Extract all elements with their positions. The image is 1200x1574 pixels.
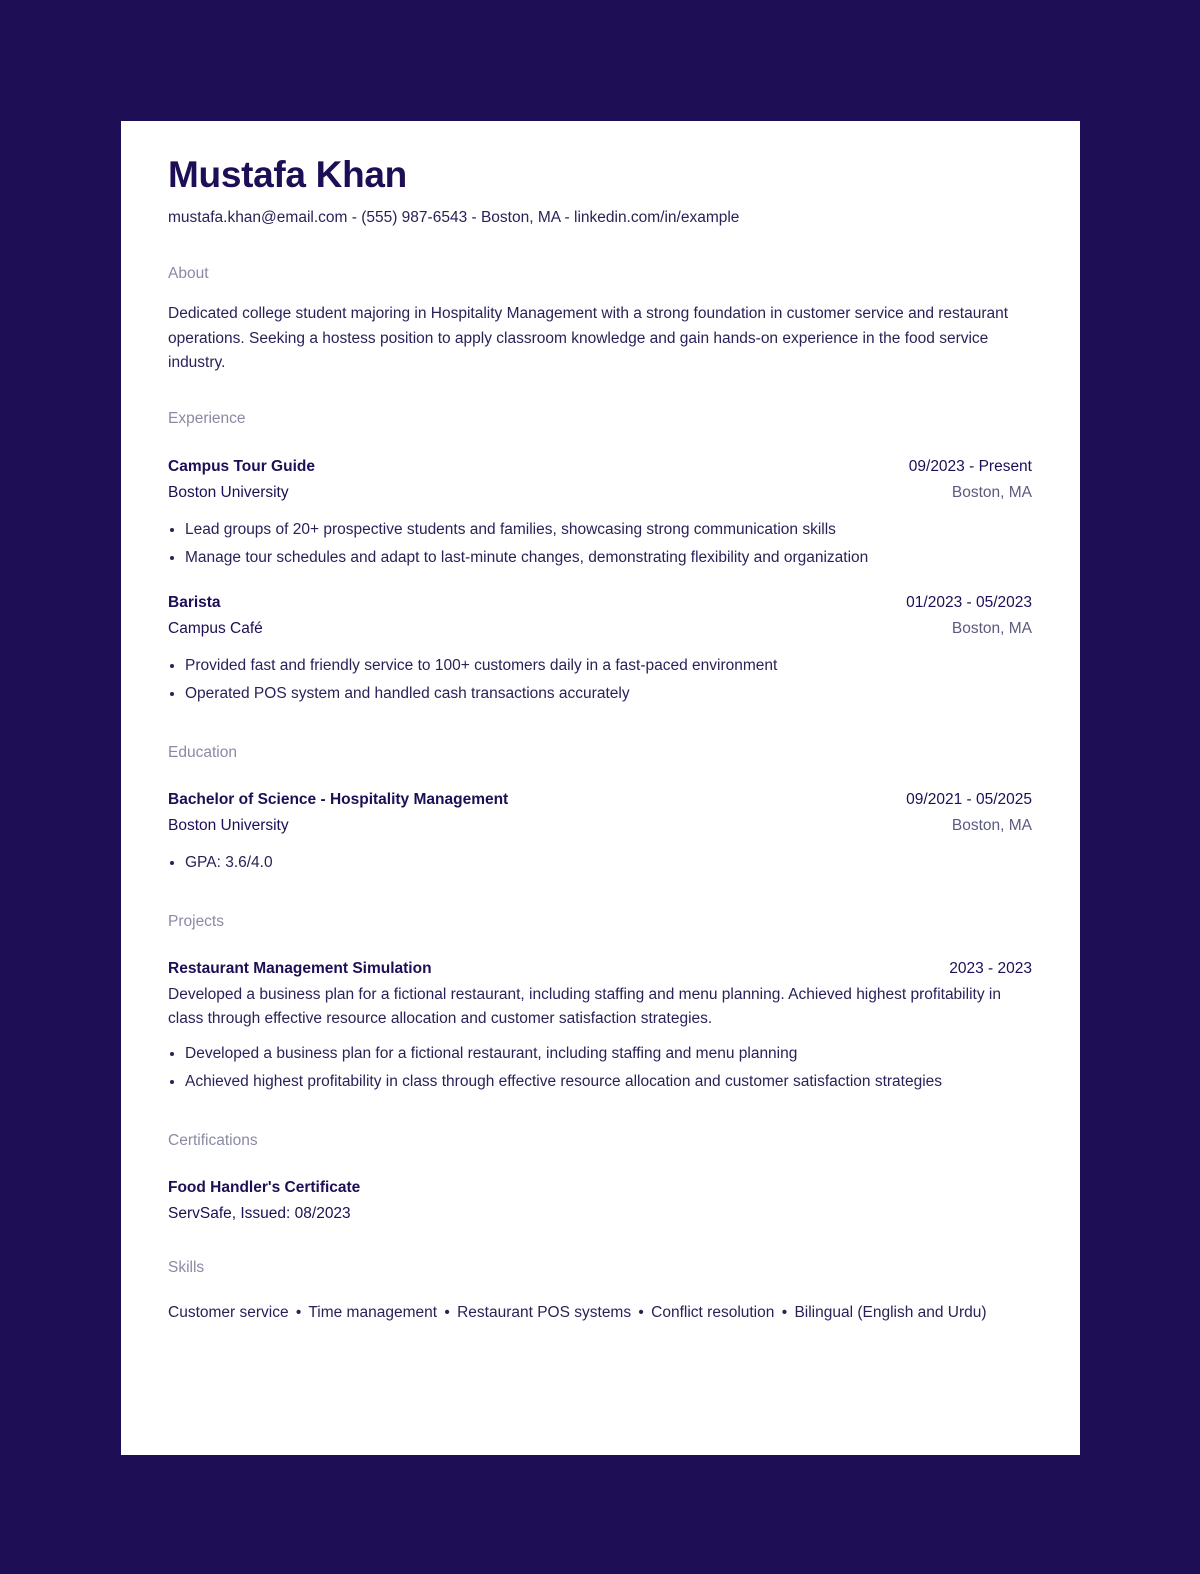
experience-dates: 01/2023 - 05/2023	[906, 593, 1032, 611]
skill-item: Time management	[308, 1303, 438, 1321]
education-degree: Bachelor of Science - Hospitality Management	[168, 790, 509, 808]
list-item: • Developed a business plan for a fictional restaurant, including staffing and menu planning	[185, 1040, 1032, 1068]
section-title-experience: Experience	[168, 409, 246, 427]
section-title-education: Education	[168, 743, 237, 761]
project-entry	[168, 958, 1032, 1096]
experience-entry	[168, 592, 1032, 708]
skill-item: Restaurant POS systems	[457, 1303, 632, 1321]
project-description: Developed a business plan for a fictional restaurant, including staffing and menu planning. Achieved highest profitability in class through effective resource allocation and customer satisfaction strategies.	[168, 985, 1001, 1027]
project-dates: 2023 - 2023	[949, 959, 1032, 977]
list-item: • GPA: 3.6/4.0	[185, 849, 1032, 877]
skill-separator: •	[781, 1303, 788, 1321]
resume-page	[121, 121, 1080, 1455]
skill-separator: •	[295, 1303, 302, 1321]
education-location: Boston, MA	[951, 816, 1032, 834]
section-title-certifications: Certifications	[168, 1131, 258, 1149]
about-text: Dedicated college student majoring in Hospitality Management with a strong foundation in customer service and restaurant operations. Seeking a hostess position to apply classroom knowledge and gain hands-on experience in the food service industry.	[168, 305, 1009, 371]
project-name: Restaurant Management Simulation	[168, 959, 432, 977]
certification-name: Food Handler's Certificate	[168, 1178, 361, 1196]
list-item: • Manage tour schedules and adapt to last-minute changes, demonstrating flexibility and organization	[185, 544, 1032, 572]
skills-list	[168, 1299, 1032, 1326]
contact-line: mustafa.khan@email.com - (555) 987-6543 - Boston, MA - linkedin.com/in/example	[168, 209, 740, 226]
experience-bullets	[168, 516, 1032, 572]
education-bullets	[168, 849, 1032, 877]
section-title-about: About	[168, 265, 209, 282]
experience-dates: 09/2023 - Present	[908, 457, 1032, 475]
skill-item: Bilingual (English and Urdu)	[794, 1303, 987, 1321]
experience-role: Campus Tour Guide	[168, 457, 315, 475]
certification-issuer: ServSafe, Issued: 08/2023	[168, 1204, 351, 1222]
education-school: Boston University	[168, 816, 289, 834]
experience-location: Boston, MA	[951, 619, 1032, 637]
list-item: • Operated POS system and handled cash transactions accurately	[185, 680, 1032, 708]
experience-location: Boston, MA	[951, 483, 1032, 501]
list-item: • Achieved highest profitability in class through effective resource allocation and customer satisfaction strategies	[185, 1068, 1032, 1096]
skill-item: Conflict resolution	[651, 1303, 775, 1321]
certification-entry	[168, 1177, 1032, 1225]
experience-entry	[168, 456, 1032, 572]
skill-separator: •	[638, 1303, 644, 1321]
education-entry	[168, 789, 1032, 877]
list-item: • Lead groups of 20+ prospective students and families, showcasing strong communication skills	[185, 516, 1032, 544]
list-item: • Provided fast and friendly service to 100+ customers daily in a fast-paced environment	[185, 652, 1032, 680]
experience-org: Boston University	[168, 483, 289, 501]
section-title-skills: Skills	[168, 1258, 205, 1276]
project-bullets	[168, 1040, 1032, 1096]
skill-item: Customer service	[168, 1303, 289, 1321]
experience-role: Barista	[168, 593, 221, 611]
education-dates: 09/2021 - 05/2025	[906, 790, 1032, 808]
skill-separator: •	[444, 1303, 450, 1321]
experience-bullets	[168, 652, 1032, 708]
section-title-projects: Projects	[168, 912, 224, 930]
experience-org: Campus Café	[168, 619, 263, 637]
resume-name: Mustafa Khan	[168, 154, 407, 195]
